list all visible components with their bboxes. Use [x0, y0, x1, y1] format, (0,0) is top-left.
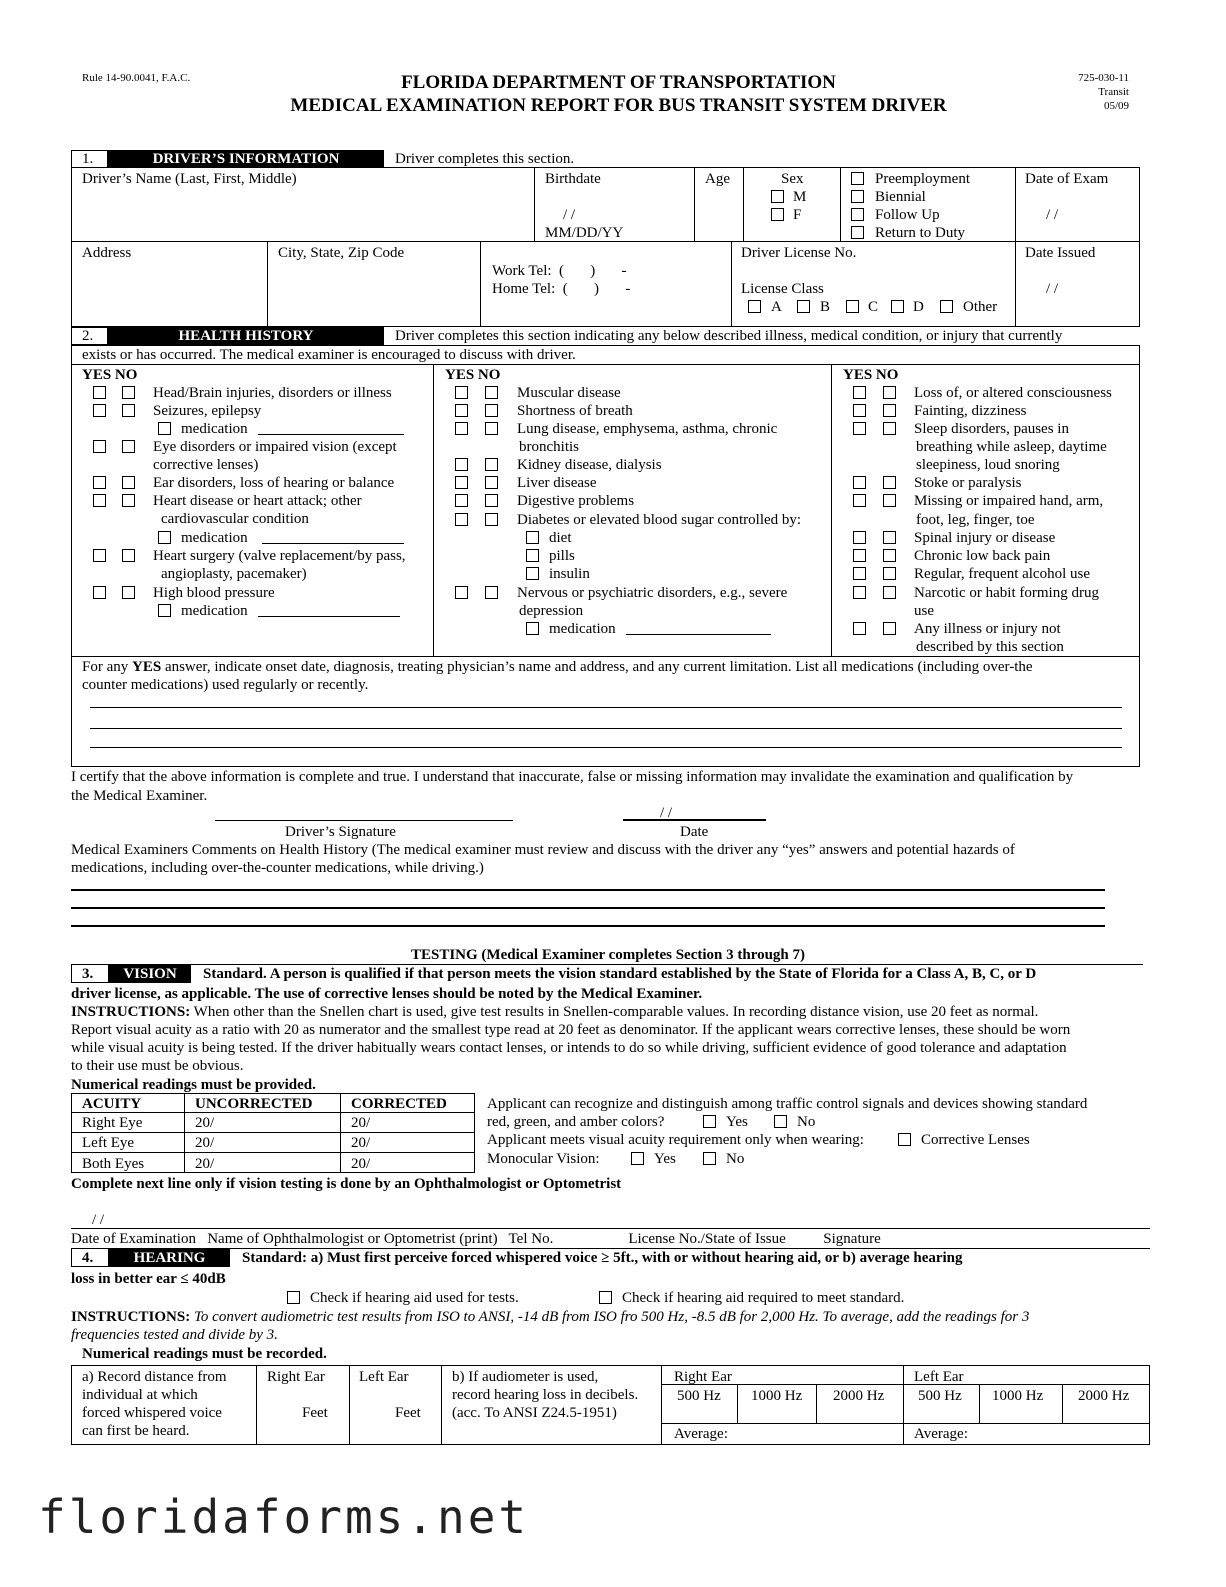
class-c-label: C [868, 299, 879, 315]
address-label: Address [82, 245, 132, 261]
monocular-yes-label: Yes [654, 1151, 676, 1167]
monocular-vision-label: Monocular Vision: [487, 1151, 600, 1167]
no-checkbox[interactable] [883, 567, 896, 580]
condition-label: High blood pressure [153, 585, 275, 601]
whisper-left-ear-label: Left Ear [359, 1369, 409, 1385]
whisper-right-ear-label: Right Ear [267, 1369, 325, 1385]
condition-label-cont: described by this section [916, 639, 1064, 655]
condition-label: Muscular disease [517, 385, 621, 401]
condition-label-cont: use [914, 603, 934, 619]
acuity-row-label: Left Eye [82, 1135, 135, 1151]
class-other-checkbox[interactable] [940, 300, 953, 313]
exam-date-slashes: / / [92, 1212, 105, 1228]
return-to-duty-checkbox[interactable] [851, 226, 864, 239]
acuity-uncorrected-field[interactable]: 20/ [195, 1115, 215, 1131]
condition-label: Liver disease [517, 475, 597, 491]
pills-label: pills [549, 548, 575, 564]
condition-label: Regular, frequent alcohol use [914, 566, 1091, 582]
no-checkbox[interactable] [485, 476, 498, 489]
form-type: Transit [1098, 86, 1129, 98]
divider [816, 1384, 817, 1423]
divider [534, 167, 535, 241]
divider [731, 241, 732, 327]
yes-checkbox[interactable] [455, 513, 468, 526]
form-title-report: MEDICAL EXAMINATION REPORT FOR BUS TRANSIT SYSTEM DRIVER [290, 95, 947, 116]
medication-line[interactable] [262, 543, 404, 544]
yes-checkbox[interactable] [93, 586, 106, 599]
left-average-field[interactable]: Average: [914, 1426, 968, 1442]
condition-label: Ear disorders, loss of hearing or balance [153, 475, 395, 491]
condition-label: Loss of, or altered consciousness [914, 385, 1112, 401]
divider [71, 364, 1140, 365]
birthdate-label: Birthdate [545, 171, 601, 187]
no-checkbox[interactable] [485, 422, 498, 435]
comments-line[interactable] [71, 907, 1105, 909]
divider [71, 656, 1140, 657]
date-issued-label: Date Issued [1025, 245, 1096, 261]
no-checkbox[interactable] [485, 494, 498, 507]
preemployment-label: Preemployment [875, 171, 970, 187]
testing-title: TESTING (Medical Examiner completes Section 3 through 7) [410, 947, 806, 963]
section-4-title: HEARING [109, 1249, 230, 1267]
no-checkbox[interactable] [883, 531, 896, 544]
left-2000hz-field[interactable]: 2000 Hz [1078, 1388, 1130, 1404]
hearing-aid-required-label: Check if hearing aid required to meet standard. [622, 1290, 905, 1306]
condition-label-cont: sleepiness, loud snoring [916, 457, 1060, 473]
colors-yes-checkbox[interactable] [703, 1115, 716, 1128]
sex-m-label: M [793, 189, 807, 205]
date-issued-slashes: / / [1046, 281, 1059, 297]
condition-label-cont: depression [519, 603, 584, 619]
condition-label: Heart surgery (valve replacement/by pass, [153, 548, 406, 564]
biennial-label: Biennial [875, 189, 926, 205]
insulin-checkbox[interactable] [526, 567, 539, 580]
condition-label: Nervous or psychiatric disorders, e.g., severe [517, 585, 788, 601]
condition-label: Sleep disorders, pauses in [914, 421, 1069, 437]
examiner-comments-label: Medical Examiners Comments on Health History (The medical examiner must review and discuss with the driver any “yes” answers and potential hazards of [71, 842, 1015, 858]
condition-label-cont: corrective lenses) [153, 457, 259, 473]
yes-checkbox[interactable] [455, 494, 468, 507]
vision-instructions-line-4: to their use must be obvious. [71, 1058, 244, 1074]
insulin-label: insulin [549, 566, 590, 582]
yes-checkbox[interactable] [455, 404, 468, 417]
corrected-header: CORRECTED [351, 1096, 447, 1112]
whisper-instructions: individual at which [82, 1387, 198, 1403]
return-to-duty-label: Return to Duty [875, 225, 965, 241]
divider [340, 1093, 341, 1173]
no-checkbox[interactable] [883, 494, 896, 507]
condition-label-cont: breathing while asleep, daytime [916, 439, 1107, 455]
no-checkbox[interactable] [883, 586, 896, 599]
acuity-row-label: Both Eyes [82, 1156, 145, 1172]
home-tel-label: Home Tel: ( ) - [492, 281, 631, 297]
date-slashes: / / [660, 805, 673, 821]
class-b-label: B [820, 299, 831, 315]
section-3-number: 3. [82, 966, 94, 982]
divider [743, 167, 744, 241]
yes-checkbox[interactable] [455, 476, 468, 489]
class-d-checkbox[interactable] [891, 300, 904, 313]
condition-label-cont: angioplasty, pacemaker) [161, 566, 307, 582]
hearing-instructions-line-1 [71, 1308, 1029, 1326]
yes-no-header-col1: YES NO [82, 367, 138, 383]
hearing-aid-used-label: Check if hearing aid used for tests. [310, 1290, 519, 1306]
no-checkbox[interactable] [485, 404, 498, 417]
diet-checkbox[interactable] [526, 531, 539, 544]
acuity-corrected-field[interactable]: 20/ [351, 1115, 371, 1131]
class-a-label: A [771, 299, 782, 315]
yes-checkbox[interactable] [455, 586, 468, 599]
divider [71, 1132, 475, 1133]
work-tel-label: Work Tel: ( ) - [492, 263, 627, 279]
class-other-label: Other [963, 299, 998, 315]
corrective-lenses-label: Corrective Lenses [921, 1132, 1030, 1148]
medication-checkbox[interactable] [158, 422, 171, 435]
preemployment-checkbox[interactable] [851, 172, 864, 185]
divider [694, 167, 695, 241]
meets-acuity-label: Applicant meets visual acuity requirement only when wearing: [487, 1132, 864, 1148]
pills-checkbox[interactable] [526, 549, 539, 562]
medication-checkbox[interactable] [158, 604, 171, 617]
divider [267, 241, 268, 327]
yes-checkbox[interactable] [93, 549, 106, 562]
form-number: 725-030-11 [1078, 72, 1129, 84]
condition-label: Heart disease or heart attack; other [153, 493, 362, 509]
section-2-note-line-2: exists or has occurred. The medical examiner is encouraged to discuss with driver. [82, 347, 576, 363]
condition-label: Digestive problems [517, 493, 635, 509]
section-3-title: VISION [109, 965, 191, 983]
form-title-agency: FLORIDA DEPARTMENT OF TRANSPORTATION [401, 72, 836, 93]
acuity-corrected-field[interactable]: 20/ [351, 1135, 371, 1151]
section-4-number: 4. [82, 1250, 94, 1266]
condition-label: Narcotic or habit forming drug [914, 585, 1099, 601]
condition-label-cont: bronchitis [519, 439, 579, 455]
details-line[interactable] [90, 747, 1122, 748]
condition-label: Any illness or injury not [914, 621, 1061, 637]
no-checkbox[interactable] [883, 622, 896, 635]
medication-label: medication [549, 621, 616, 637]
driver-signature-line[interactable] [215, 820, 513, 821]
hearing-standard-cont: loss in better ear ≤ 40dB [71, 1271, 226, 1287]
yes-checkbox[interactable] [853, 476, 866, 489]
acuity-row-label: Right Eye [82, 1115, 143, 1131]
vision-instructions-line-3: while visual acuity is being tested. If the driver habitually wears contact lenses, or intends to do so while driving, sufficient evidence of good tolerance and adaptation [71, 1040, 1067, 1056]
audiometer-right-ear-label: Right Ear [674, 1369, 732, 1385]
no-checkbox[interactable] [122, 586, 135, 599]
no-checkbox[interactable] [485, 458, 498, 471]
condition-label: Head/Brain injuries, disorders or illness [153, 385, 392, 401]
date-label: Date [680, 824, 709, 840]
whisper-right-ear-feet[interactable]: Feet [302, 1405, 328, 1421]
condition-label: Kidney disease, dialysis [517, 457, 662, 473]
any-yes-instructions [82, 658, 1033, 676]
driver-signature-label: Driver’s Signature [285, 824, 396, 840]
hearing-aid-required-checkbox[interactable] [599, 1291, 612, 1304]
class-d-label: D [913, 299, 924, 315]
yes-checkbox[interactable] [455, 458, 468, 471]
yes-checkbox[interactable] [853, 494, 866, 507]
vision-instructions-line-2: Report visual acuity as a ratio with 20 as numerator and the smallest type read at 20 feet as denominator. If the applicant wears corrective lenses, these should be worn [71, 1022, 1071, 1038]
driver-name-label: Driver’s Name (Last, First, Middle) [82, 171, 297, 187]
divider [661, 1384, 1150, 1385]
no-checkbox[interactable] [485, 513, 498, 526]
yes-checkbox[interactable] [93, 386, 106, 399]
audiometer-instructions: (acc. To ANSI Z24.5-1951) [452, 1405, 617, 1421]
yes-checkbox[interactable] [93, 404, 106, 417]
no-checkbox[interactable] [883, 404, 896, 417]
certification-text-cont: the Medical Examiner. [71, 788, 208, 804]
section-1-number: 1. [82, 151, 94, 167]
uncorrected-header: UNCORRECTED [195, 1096, 313, 1112]
examiner-comments-label-cont: medications, including over-the-counter medications, while driving.) [71, 860, 484, 876]
divider [979, 1384, 980, 1423]
yes-checkbox[interactable] [853, 622, 866, 635]
divider [661, 1423, 1150, 1424]
no-checkbox[interactable] [485, 586, 498, 599]
condition-label: Eye disorders or impaired vision (except [153, 439, 397, 455]
hearing-numerical-note: Numerical readings must be recorded. [82, 1346, 327, 1362]
yes-checkbox[interactable] [853, 404, 866, 417]
no-checkbox[interactable] [122, 386, 135, 399]
vision-standard-cont: driver license, as applicable. The use of corrective lenses should be noted by the Medical Examiner. [71, 986, 703, 1002]
any-yes-instructions-cont: counter medications) used regularly or recently. [82, 677, 369, 693]
divider [480, 241, 481, 327]
divider [1062, 1384, 1063, 1423]
condition-label: Seizures, epilepsy [153, 403, 262, 419]
audiometer-instructions: b) If audiometer is used, [452, 1369, 599, 1385]
condition-label: Spinal injury or disease [914, 530, 1056, 546]
medication-checkbox[interactable] [158, 531, 171, 544]
instructions-label: INSTRUCTIONS: [71, 1309, 191, 1325]
yes-no-header-col3: YES NO [843, 367, 899, 383]
details-line[interactable] [90, 728, 1122, 729]
hearing-standard: Standard: a) Must first perceive forced whispered voice ≥ 5ft., with or without hearing aid, or b) average hearing [242, 1250, 963, 1266]
rule-citation: Rule 14-90.0041, F.A.C. [82, 72, 191, 84]
form-revision-date: 05/09 [1103, 100, 1129, 112]
vision-numerical-note: Numerical readings must be provided. [71, 1077, 316, 1093]
colors-no-label: No [797, 1114, 816, 1130]
divider [349, 1365, 350, 1445]
birthdate-format: MM/DD/YY [545, 225, 624, 241]
condition-label-cont: cardiovascular condition [161, 511, 309, 527]
no-checkbox[interactable] [883, 386, 896, 399]
condition-label: Missing or impaired hand, arm, [914, 493, 1104, 509]
diet-label: diet [549, 530, 572, 546]
certification-text: I certify that the above information is complete and true. I understand that inaccurate, false or missing information may invalidate the examination and qualification by [71, 769, 1074, 785]
yes-checkbox[interactable] [853, 422, 866, 435]
yes-checkbox[interactable] [455, 386, 468, 399]
acuity-uncorrected-field[interactable]: 20/ [195, 1156, 215, 1172]
color-recognition-question: Applicant can recognize and distinguish among traffic control signals and devices showing standard [487, 1096, 1088, 1112]
no-checkbox[interactable] [122, 549, 135, 562]
instructions-label: INSTRUCTIONS: [71, 1004, 191, 1020]
corrective-lenses-checkbox[interactable] [898, 1133, 911, 1146]
no-checkbox[interactable] [883, 422, 896, 435]
audiometer-left-ear-label: Left Ear [914, 1369, 964, 1385]
class-b-checkbox[interactable] [797, 300, 810, 313]
yes-checkbox[interactable] [455, 422, 468, 435]
yes-checkbox[interactable] [853, 549, 866, 562]
follow-up-label: Follow Up [875, 207, 940, 223]
section-1-title: DRIVER’S INFORMATION [108, 150, 384, 168]
acuity-uncorrected-field[interactable]: 20/ [195, 1135, 215, 1151]
divider [903, 1365, 904, 1445]
class-a-checkbox[interactable] [748, 300, 761, 313]
divider [256, 1365, 257, 1445]
class-c-checkbox[interactable] [846, 300, 859, 313]
right-2000hz-field[interactable]: 2000 Hz [833, 1388, 885, 1404]
color-recognition-question-cont: red, green, and amber colors? [487, 1114, 665, 1130]
monocular-no-label: No [726, 1151, 745, 1167]
acuity-corrected-field[interactable]: 20/ [351, 1156, 371, 1172]
divider [71, 1152, 475, 1153]
date-line[interactable] [623, 819, 766, 821]
condition-label: Lung disease, emphysema, asthma, chronic [517, 421, 778, 437]
city-state-zip-label: City, State, Zip Code [278, 245, 405, 261]
comments-line[interactable] [71, 889, 1105, 891]
yes-checkbox[interactable] [93, 476, 106, 489]
right-average-field[interactable]: Average: [674, 1426, 728, 1442]
left-1000hz-field[interactable]: 1000 Hz [992, 1388, 1044, 1404]
colors-yes-label: Yes [726, 1114, 748, 1130]
text-part: To convert audiometric test results from ISO to ANSI, -14 dB from ISO fro 500 Hz, -8.5 dB for 2,000 Hz. To average, add the readings for 3 [190, 1309, 1030, 1325]
comments-line[interactable] [71, 925, 1105, 927]
no-checkbox[interactable] [485, 386, 498, 399]
hearing-instructions-line-2: frequencies tested and divide by 3. [71, 1327, 278, 1343]
whisper-instructions: forced whispered voice [82, 1405, 222, 1421]
yes-checkbox[interactable] [853, 586, 866, 599]
ophthalmologist-signature-line[interactable] [71, 1228, 1150, 1229]
condition-label-cont: foot, leg, finger, toe [916, 512, 1035, 528]
condition-label: Diabetes or elevated blood sugar controlled by: [517, 512, 802, 528]
no-checkbox[interactable] [883, 476, 896, 489]
sex-f-label: F [793, 207, 802, 223]
left-500hz-field[interactable]: 500 Hz [918, 1388, 962, 1404]
medication-line[interactable] [258, 434, 404, 435]
divider [840, 167, 841, 241]
medication-label: medication [181, 421, 248, 437]
yes-checkbox[interactable] [853, 386, 866, 399]
license-no-label: Driver License No. [741, 245, 857, 261]
divider [184, 1093, 185, 1173]
divider [737, 1384, 738, 1423]
condition-label: Stoke or paralysis [914, 475, 1022, 491]
whisper-left-ear-feet[interactable]: Feet [395, 1405, 421, 1421]
sex-f-checkbox[interactable] [771, 208, 784, 221]
sex-label: Sex [781, 171, 804, 187]
hearing-aid-used-checkbox[interactable] [287, 1291, 300, 1304]
no-checkbox[interactable] [122, 494, 135, 507]
yes-checkbox[interactable] [853, 531, 866, 544]
no-checkbox[interactable] [122, 404, 135, 417]
whisper-instructions: a) Record distance from [82, 1369, 227, 1385]
text-part: For any [82, 659, 132, 675]
text-part: When other than the Snellen chart is used, give test results in Snellen-comparable values. In recording distance vision, use 20 feet as normal. [190, 1004, 1039, 1020]
right-500hz-field[interactable]: 500 Hz [677, 1388, 721, 1404]
divider [831, 364, 832, 656]
section-2-title: HEALTH HISTORY [108, 327, 384, 345]
divider [1015, 167, 1016, 327]
right-1000hz-field[interactable]: 1000 Hz [751, 1388, 803, 1404]
section-1-note: Driver completes this section. [395, 151, 575, 167]
acuity-header: ACUITY [82, 1096, 142, 1112]
birthdate-slashes: / / [563, 207, 576, 223]
license-class-label: License Class [741, 281, 824, 297]
medication-label: medication [181, 603, 248, 619]
vision-instructions-line-1 [71, 1003, 1038, 1021]
yes-checkbox[interactable] [93, 440, 106, 453]
medication-checkbox[interactable] [526, 622, 539, 635]
age-label: Age [705, 171, 730, 187]
condition-label: Fainting, dizziness [914, 403, 1027, 419]
whisper-instructions: can first be heard. [82, 1423, 190, 1439]
colors-no-checkbox[interactable] [774, 1115, 787, 1128]
yes-checkbox[interactable] [93, 494, 106, 507]
no-checkbox[interactable] [883, 549, 896, 562]
section-2-number: 2. [82, 328, 94, 344]
ophthalmologist-fields-label: Date of Examination Name of Ophthalmologist or Optometrist (print) Tel No. License No./State of Issue Signature [71, 1231, 881, 1247]
biennial-checkbox[interactable] [851, 190, 864, 203]
section-2-note-line-1: Driver completes this section indicating any below described illness, medical condition, or injury that currently [395, 328, 1063, 344]
text-part-bold: YES [132, 659, 162, 675]
medication-label: medication [181, 530, 248, 546]
no-checkbox[interactable] [122, 476, 135, 489]
date-of-exam-slashes: / / [1046, 207, 1059, 223]
divider [433, 364, 434, 656]
monocular-yes-checkbox[interactable] [631, 1152, 644, 1165]
details-line[interactable] [90, 707, 1122, 708]
yes-no-header-col2: YES NO [445, 367, 501, 383]
medication-line[interactable] [626, 634, 771, 635]
no-checkbox[interactable] [122, 440, 135, 453]
monocular-no-checkbox[interactable] [703, 1152, 716, 1165]
sex-m-checkbox[interactable] [771, 190, 784, 203]
vision-standard: Standard. A person is qualified if that person meets the vision standard established by the State of Florida for a Class A, B, C, or D [203, 966, 1037, 982]
yes-checkbox[interactable] [853, 567, 866, 580]
condition-label: Chronic low back pain [914, 548, 1051, 564]
ophthalmologist-note: Complete next line only if vision testing is done by an Ophthalmologist or Optometrist [71, 1176, 622, 1192]
text-part: answer, indicate onset date, diagnosis, treating physician’s name and address, and any current limitation. List all medications (including over-the [161, 659, 1033, 675]
audiometer-instructions: record hearing loss in decibels. [452, 1387, 639, 1403]
medication-line[interactable] [258, 616, 400, 617]
watermark: floridaforms.net [38, 1490, 530, 1544]
condition-label: Shortness of breath [517, 403, 633, 419]
follow-up-checkbox[interactable] [851, 208, 864, 221]
divider [661, 1365, 662, 1445]
date-of-exam-label: Date of Exam [1025, 171, 1109, 187]
divider [441, 1365, 442, 1445]
